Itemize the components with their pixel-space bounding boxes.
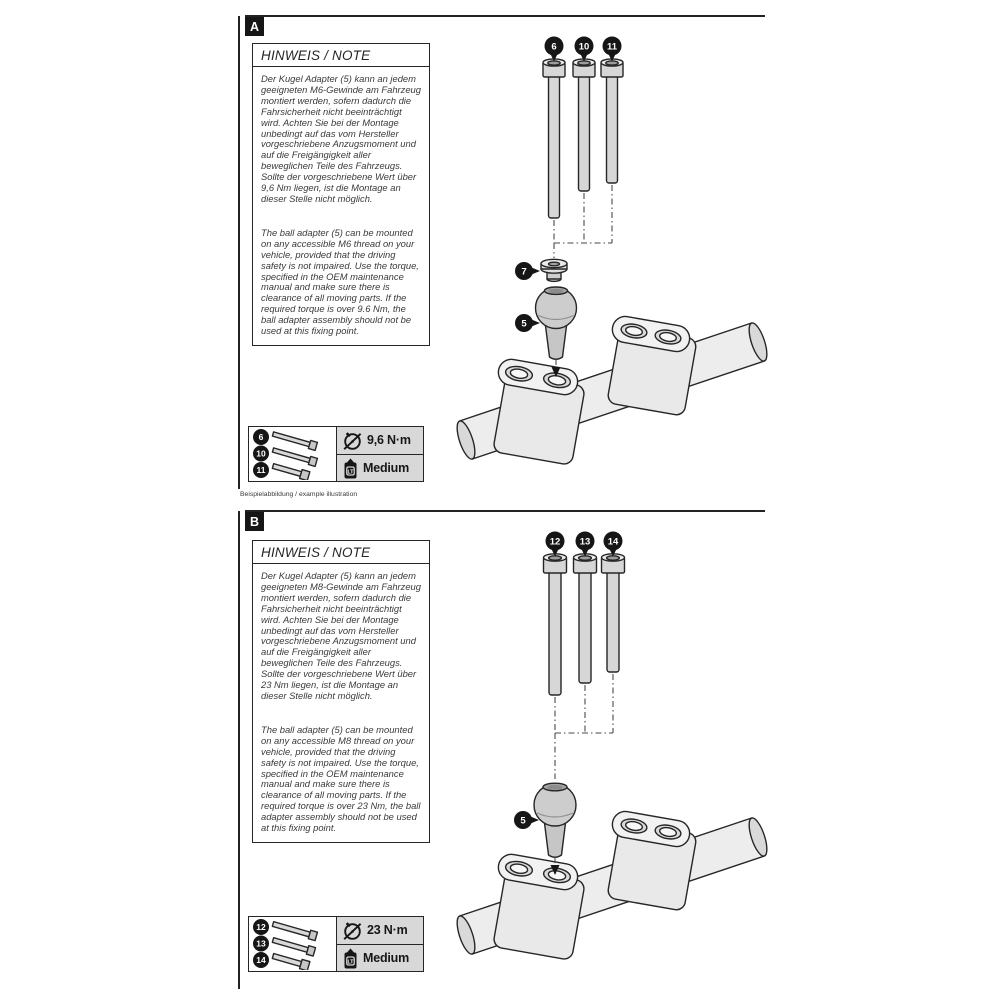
note-english-text: The ball adapter (5) can be mounted on any accessible M6 thread on your vehicle, provided that the driving safety is not impaired. Use the torque, specified in the OEM maintenance manual and make sure there is clearance of all moving parts. If the required torque is over 9.6 Nm, the ball adapter assembly should not be used at this fixing point.: [261, 226, 419, 337]
panel-b-note-box: [252, 540, 430, 843]
panel-a-left-rule: [238, 16, 240, 489]
screw-badge: 14: [256, 955, 266, 965]
parts-screws: [249, 917, 336, 971]
screw-10-badge: 10: [578, 41, 590, 53]
torque-value: 9,6 N·m: [367, 433, 411, 448]
threadlock-spec-row: [337, 944, 423, 972]
small-screw-icon: [272, 920, 318, 941]
panel-b-diagram: [430, 505, 790, 1000]
panel-a-label: A: [245, 17, 264, 36]
panel-a-parts-box: [248, 426, 424, 482]
panel-a-note-box: [252, 43, 430, 346]
note-title: HINWEIS / NOTE: [253, 541, 429, 564]
screw-14-illustration: [602, 532, 625, 673]
screw-6-badge: 6: [551, 41, 557, 53]
note-german-text: Der Kugel Adapter (5) kann an jedem geeigneten M6-Gewinde am Fahrzeug montiert werden, sofern dadurch die Fahrsicherheit nicht beeinträchtigt wird. Achten Sie bei der Montage unbedingt auf das vom Hersteller vorgeschriebene Anzugsmoment und auf die Freigängigkeit aller beweglichen Teile des Fahrzeugs. Sollte der vorgeschriebene Wert über 9,6 Nm liegen, ist die Montage an dieser Stelle nicht möglich.: [261, 73, 421, 204]
bottle-abbr: LT: [347, 959, 354, 966]
adhesive-value: Medium: [363, 950, 410, 965]
washer-badge: 7: [521, 266, 527, 278]
small-screw-icon: [272, 951, 310, 970]
adhesive-value: Medium: [363, 460, 410, 475]
screw-11-badge: 11: [606, 41, 618, 53]
assembly-centerline: [554, 185, 612, 258]
torque-wrench-icon: [342, 920, 363, 941]
note-title: HINWEIS / NOTE: [253, 44, 429, 67]
screw-badge: 13: [256, 938, 266, 949]
screw-11-illustration: [601, 37, 623, 184]
screw-10-illustration: [573, 37, 595, 192]
panel-b-parts-box: [248, 916, 424, 972]
screw-14-badge: 14: [607, 536, 619, 548]
handlebar-clamp-illustration: [453, 809, 770, 960]
assembly-centerline: [555, 674, 613, 779]
note-english-text: The ball adapter (5) can be mounted on any accessible M8 thread on your vehicle, provided that the driving safety is not impaired. Use the torque, specified in the OEM maintenance manual and make sure there is clearance of all moving parts. If the required torque is over 23 Nm, the ball adapter assembly should not be used at this fixing point.: [261, 723, 421, 834]
screw-badge: 12: [256, 922, 266, 932]
handlebar-clamp-illustration: [453, 314, 770, 465]
screw-badge: 10: [256, 448, 266, 459]
bottle-abbr: LT: [347, 469, 354, 476]
torque-value: 23 N·m: [367, 923, 408, 938]
torque-spec-row: [337, 917, 423, 944]
torque-wrench-icon: [342, 430, 363, 451]
ball-adapter-illustration: [514, 783, 576, 857]
screw-badge: 11: [256, 465, 266, 475]
screw-badge: 6: [258, 432, 264, 442]
threadlock-spec-row: [337, 454, 423, 482]
ball-adapter-badge: 5: [520, 815, 526, 827]
note-german-text: Der Kugel Adapter (5) kann an jedem geeigneten M8-Gewinde am Fahrzeug montiert werden, sofern dadurch die Fahrsicherheit nicht beeinträchtigt wird. Achten Sie bei der Montage unbedingt auf das vom Hersteller vorgeschriebene Anzugsmoment und auf die Freigängigkeit aller beweglichen Teile des Fahrzeugs. Sollte der vorgeschriebene Wert über 23 Nm liegen, ist die Montage an dieser Stelle nicht möglich.: [261, 570, 421, 701]
panel-b-left-rule: [238, 511, 240, 989]
small-screw-icon: [272, 430, 318, 450]
screw-13-illustration: [574, 532, 597, 684]
threadlocker-bottle-icon: [342, 947, 359, 969]
panel-b-label: B: [245, 512, 264, 531]
threadlocker-bottle-icon: [342, 457, 359, 479]
screw-13-badge: 13: [579, 536, 591, 548]
ball-adapter-illustration: [515, 287, 577, 359]
torque-spec-row: [337, 427, 423, 454]
panel-a-diagram: [430, 10, 790, 500]
small-screw-icon: [272, 462, 310, 480]
screw-6-illustration: [543, 37, 565, 219]
washer-illustration: [515, 259, 567, 281]
ball-adapter-badge: 5: [521, 318, 527, 330]
screw-12-badge: 12: [549, 536, 561, 548]
parts-screws: [249, 427, 336, 481]
screw-12-illustration: [544, 532, 567, 696]
example-caption: Beispielabbildung / example illustration: [240, 491, 358, 498]
